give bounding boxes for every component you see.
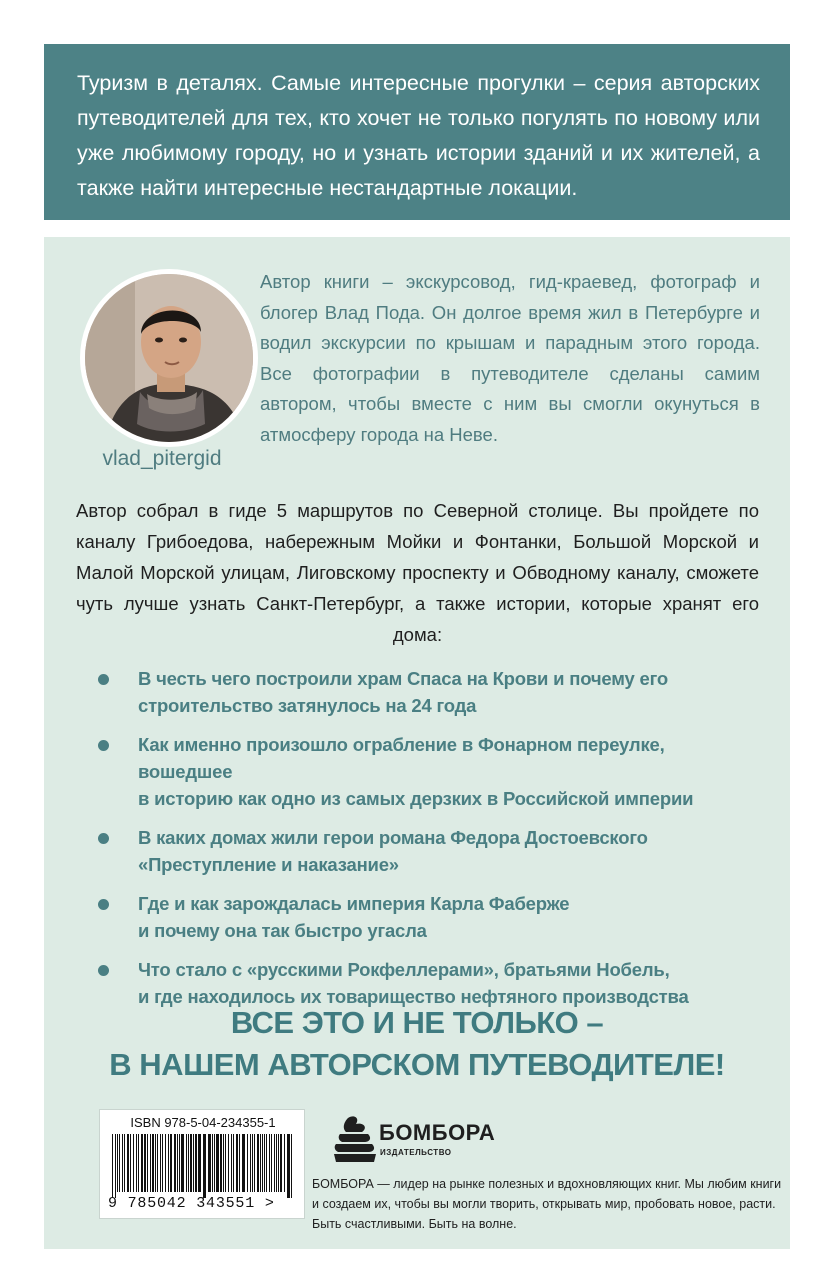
barcode-bar	[122, 1134, 123, 1192]
barcode-bar	[112, 1134, 113, 1198]
barcode-bar	[291, 1134, 292, 1198]
barcode-bar	[157, 1134, 158, 1192]
barcode-bar	[280, 1134, 282, 1192]
bullet-dot-icon	[98, 899, 109, 910]
barcode-bar	[147, 1134, 148, 1192]
barcode-bar	[198, 1134, 201, 1192]
barcode-bar	[155, 1134, 156, 1192]
barcode-bar	[130, 1134, 131, 1192]
series-description-text: Туризм в деталях. Самые интересные прогулки – серия авторских путеводителей для тех, кто хочет не только погулять по новому или уже любимому городу, но и узнать истории зданий и их жителей, а также найти интересные нестандартные локации.	[77, 71, 760, 200]
barcode-bar	[181, 1134, 184, 1192]
barcode-bar	[186, 1134, 187, 1192]
slogan-line: ВСЕ ЭТО И НЕ ТОЛЬКО –	[230, 1005, 604, 1040]
barcode-bar	[165, 1134, 166, 1192]
barcode-bar	[177, 1134, 178, 1192]
barcode-bar	[257, 1134, 259, 1192]
barcode-digits: 9 785042 343551 >	[108, 1195, 275, 1212]
list-item-line: Что стало с «русскими Рокфеллерами», братьями Нобель,	[138, 959, 670, 980]
publisher-name: БОМБОРА	[379, 1120, 496, 1145]
barcode-bar	[127, 1134, 129, 1192]
barcode-bar	[254, 1134, 255, 1192]
bombora-wave-icon	[334, 1114, 376, 1164]
barcode-bar	[264, 1134, 265, 1192]
barcode-bar	[250, 1134, 251, 1192]
list-item	[98, 731, 738, 812]
barcode-bar	[119, 1134, 120, 1192]
barcode-bar	[203, 1134, 206, 1198]
list-item-line: В каких домах жили герои романа Федора Достоевского	[138, 827, 648, 848]
barcode-bar	[141, 1134, 143, 1192]
barcode-bar	[144, 1134, 146, 1192]
barcode-bar	[188, 1134, 189, 1192]
barcode-bar	[278, 1134, 279, 1192]
barcode-bar	[170, 1134, 172, 1192]
barcode-bar	[231, 1134, 232, 1192]
author-photo	[80, 269, 258, 447]
barcode-bar	[262, 1134, 263, 1192]
list-item	[98, 890, 738, 944]
barcode-bar	[152, 1134, 154, 1192]
bullet-dot-icon	[98, 674, 109, 685]
barcode-bar	[162, 1134, 163, 1192]
barcode-bar	[239, 1134, 240, 1192]
barcode-bar	[276, 1134, 277, 1192]
barcode-bar	[160, 1134, 161, 1192]
list-item	[98, 824, 738, 878]
topics-list	[98, 665, 738, 1022]
barcode-bar	[136, 1134, 137, 1192]
bullet-dot-icon	[98, 965, 109, 976]
barcode-bar	[179, 1134, 180, 1192]
barcode-bar	[266, 1134, 267, 1192]
bullet-dot-icon	[98, 740, 109, 751]
barcode-bar	[214, 1134, 215, 1192]
barcode-bar	[274, 1134, 275, 1192]
barcode-bar	[220, 1134, 222, 1192]
list-item-line: и почему она так быстро угасла	[138, 920, 427, 941]
publisher-logo	[334, 1112, 534, 1172]
barcode-bar	[115, 1134, 116, 1198]
barcode-bar	[174, 1134, 176, 1192]
barcode-bar	[195, 1134, 197, 1192]
barcode-bar	[212, 1134, 213, 1192]
author-portrait-illustration	[85, 274, 253, 442]
publisher-description: БОМБОРА — лидер на рынке полезных и вдохновляющих книг. Мы любим книги и создаем их, чтобы вы могли творить, открывать мир, пробовать новое, расти. Быть счастливыми. Быть на волне.	[312, 1177, 782, 1231]
barcode-bar	[228, 1134, 229, 1192]
barcode-bar	[124, 1134, 125, 1192]
intro-paragraph: Автор собрал в гиде 5 маршрутов по Северной столице. Вы пройдете по каналу Грибоедова, набережным Мойки и Фонтанки, Большой Морской и Малой Морской улицам, Лиговскому проспекту и Обводному каналу, сможете чуть лучше узнать Санкт-Петербург, а также истории, которые хранят его дома:	[76, 500, 759, 645]
slogan	[44, 1002, 790, 1086]
isbn-barcode	[99, 1109, 305, 1219]
list-item-line: «Преступление и наказание»	[138, 854, 399, 875]
barcode-bar	[284, 1134, 285, 1192]
barcode-bar	[236, 1134, 238, 1192]
barcode-bar	[216, 1134, 219, 1192]
barcode-bar	[223, 1134, 224, 1192]
isbn-number: ISBN 978-5-04-234355-1	[130, 1115, 276, 1130]
series-description-banner	[44, 44, 790, 220]
list-item-line: и где находилось их товарищество нефтяного производства	[138, 986, 689, 1007]
barcode-bar	[138, 1134, 139, 1192]
barcode-bar	[168, 1134, 169, 1192]
slogan-line: В НАШЕМ АВТОРСКОМ ПУТЕВОДИТЕЛЕ!	[109, 1047, 725, 1082]
barcode-bar	[208, 1134, 211, 1192]
publisher-sub: ИЗДАТЕЛЬСТВО	[380, 1148, 452, 1157]
barcode-bar	[252, 1134, 253, 1192]
barcode-bar	[269, 1134, 270, 1192]
author-handle: vlad_pitergid	[102, 447, 222, 470]
list-item	[98, 665, 738, 719]
bullet-dot-icon	[98, 833, 109, 844]
barcode-bar	[190, 1134, 192, 1192]
barcode-bar	[242, 1134, 245, 1192]
barcode-bar	[287, 1134, 290, 1198]
barcode-bar	[271, 1134, 272, 1192]
list-item-line: В честь чего построили храм Спаса на Крови и почему его	[138, 668, 668, 689]
barcode-bar	[117, 1134, 118, 1192]
barcode-bar	[247, 1134, 248, 1192]
barcode-bar	[233, 1134, 234, 1192]
barcode-bar	[193, 1134, 194, 1192]
list-item-line: в историю как одно из самых дерзких в Российской империи	[138, 788, 694, 809]
barcode-bar	[260, 1134, 261, 1192]
list-item-line: строительство затянулось на 24 года	[138, 695, 477, 716]
author-bio: Автор книги – экскурсовод, гид-краевед, фотограф и блогер Влад Пода. Он долгое время жил в Петербурге и водил экскурсии по крышам и парадным этого города. Все фотографии в путеводителе сделаны самим автором, чтобы вместе с ним вы смогли окунуться в атмосферу города на Неве.	[260, 271, 760, 445]
main-panel	[44, 237, 790, 1249]
list-item-line: Как именно произошло ограбление в Фонарном переулке, вошедшее	[138, 734, 665, 782]
list-item-line: Где и как зарождалась империя Карла Фаберже	[138, 893, 570, 914]
barcode-bar	[150, 1134, 151, 1192]
barcode-bar	[225, 1134, 226, 1192]
barcode-bar	[133, 1134, 134, 1192]
